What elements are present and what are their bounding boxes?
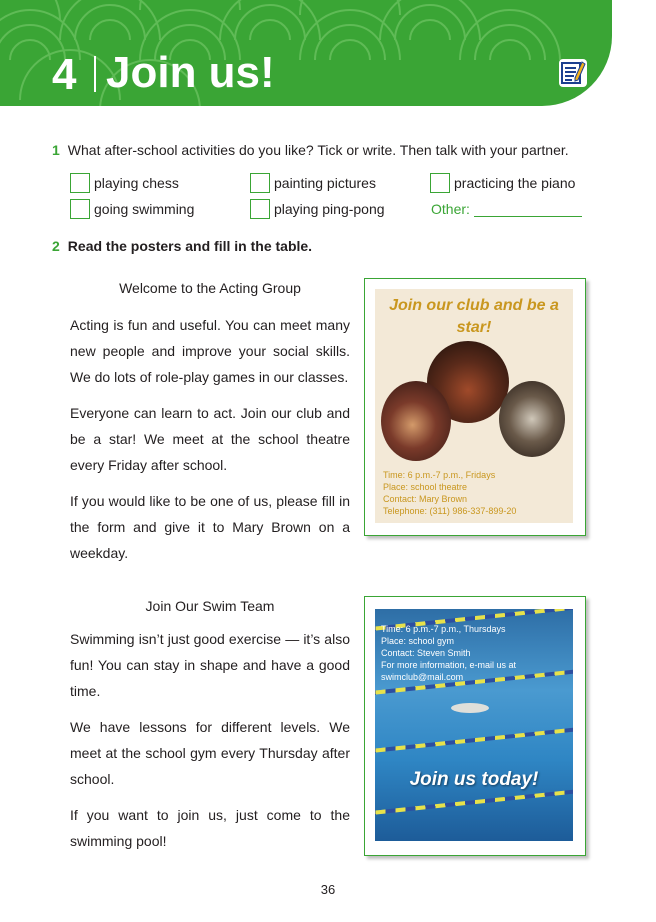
swim-paragraph: If you want to join us, just come to the swimming pool! bbox=[70, 807, 350, 849]
acting-poster-contact: Contact: Mary Brown bbox=[383, 494, 468, 504]
swim-article bbox=[70, 596, 350, 854]
acting-paragraph: If you would like to be one of us, please fill in the form and give it to Mary Brown on a weekday. bbox=[70, 493, 350, 561]
option-playing-chess[interactable] bbox=[70, 172, 179, 194]
checkbox[interactable] bbox=[250, 173, 270, 193]
acting-poster-telephone: Telephone: (311) 986-337-899-20 bbox=[383, 506, 517, 516]
acting-article bbox=[70, 278, 350, 566]
option-label: playing ping-pong bbox=[274, 201, 385, 217]
task-1-text: What after-school activities do you like? Tick or write. Then talk with your partner. bbox=[67, 142, 569, 158]
option-painting-pictures[interactable] bbox=[250, 172, 376, 194]
option-playing-ping-pong[interactable] bbox=[250, 198, 385, 220]
swim-poster-info bbox=[381, 623, 516, 683]
task-2-text: Read the posters and fill in the table. bbox=[67, 238, 313, 254]
checkbox[interactable] bbox=[70, 199, 90, 219]
other-write-line[interactable] bbox=[474, 202, 582, 217]
option-other[interactable] bbox=[431, 198, 582, 220]
swim-paragraph: Swimming isn’t just good exercise — it’s also fun! You can stay in shape and have a good time. bbox=[70, 631, 350, 699]
swim-poster-contact: Contact: Steven Smith bbox=[381, 648, 471, 658]
acting-paragraph: Everyone can learn to act. Join our club and be a star! We meet at the school theatre every Friday after school. bbox=[70, 405, 350, 473]
acting-poster-panel bbox=[375, 289, 573, 523]
acting-poster-time: Time: 6 p.m.-7 p.m., Fridays bbox=[383, 470, 496, 480]
swim-poster-photo bbox=[375, 609, 573, 841]
swim-paragraph: We have lessons for different levels. We meet at the school gym every Thursday after school. bbox=[70, 719, 350, 787]
option-going-swimming[interactable] bbox=[70, 198, 194, 220]
unit-number: 4 bbox=[52, 50, 77, 99]
task-1-number: 1 bbox=[52, 142, 60, 158]
costume-scene-photo bbox=[499, 381, 565, 457]
page-number: 36 bbox=[320, 882, 336, 897]
other-label: Other: bbox=[431, 201, 470, 217]
swim-poster-time: Time: 6 p.m.-7 p.m., Thursdays bbox=[381, 624, 506, 634]
task-2-number: 2 bbox=[52, 238, 60, 254]
task-1-instruction bbox=[52, 142, 569, 158]
checkbox[interactable] bbox=[70, 173, 90, 193]
checkbox[interactable] bbox=[430, 173, 450, 193]
swim-poster-place: Place: school gym bbox=[381, 636, 455, 646]
acting-paragraph: Acting is fun and useful. You can meet many new people and improve your social skills. We do lots of role-play games in our classes. bbox=[70, 317, 350, 385]
acting-poster-place: Place: school theatre bbox=[383, 482, 468, 492]
option-practicing-piano[interactable] bbox=[430, 172, 575, 194]
option-label: painting pictures bbox=[274, 175, 376, 191]
notebook-pencil-icon bbox=[558, 58, 588, 88]
acting-poster-info bbox=[383, 469, 516, 517]
actors-photo bbox=[381, 381, 451, 461]
acting-heading: Welcome to the Acting Group bbox=[119, 280, 301, 296]
swim-poster bbox=[364, 596, 586, 856]
option-label: practicing the piano bbox=[454, 175, 576, 191]
acting-poster bbox=[364, 278, 586, 536]
swim-poster-email: swimclub@mail.com bbox=[381, 672, 464, 682]
unit-header bbox=[0, 0, 612, 106]
swim-poster-info-line: For more information, e-mail us at bbox=[381, 660, 517, 670]
swim-heading: Join Our Swim Team bbox=[145, 598, 275, 614]
checkbox[interactable] bbox=[250, 199, 270, 219]
task-2-instruction bbox=[52, 238, 312, 254]
header-arc-pattern bbox=[0, 0, 612, 106]
unit-divider bbox=[94, 56, 96, 92]
acting-poster-title: Join our club and be a star! bbox=[389, 297, 559, 336]
option-label: playing chess bbox=[94, 175, 179, 191]
swim-poster-title: Join us today! bbox=[409, 769, 539, 790]
swimmer bbox=[451, 703, 489, 713]
option-label: going swimming bbox=[94, 201, 195, 217]
lane-rope bbox=[375, 723, 573, 754]
unit-title: Join us! bbox=[106, 48, 275, 97]
